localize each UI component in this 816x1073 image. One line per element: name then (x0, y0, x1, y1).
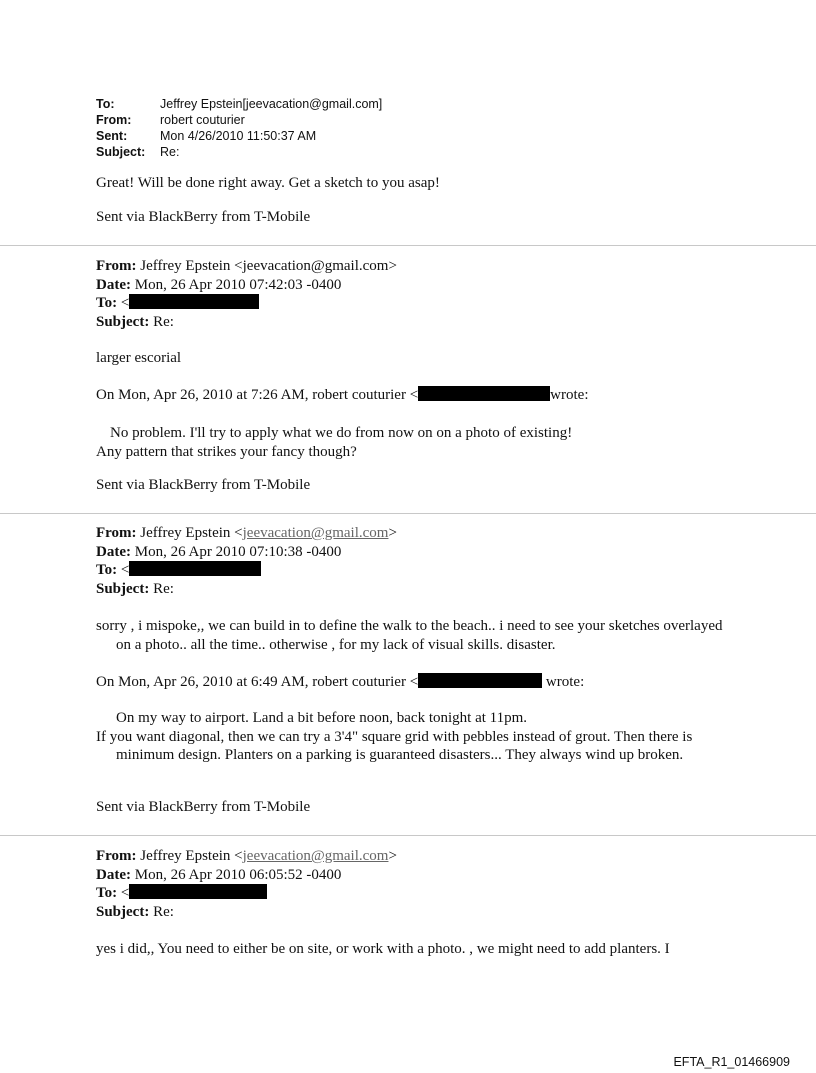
message-3-date: Date: Mon, 26 Apr 2010 06:05:52 -0400 (96, 866, 342, 883)
body-signature: Sent via BlackBerry from T-Mobile (96, 209, 311, 225)
message-3-body: yes i did,, You need to either be on site, or work with a photo. , we might need to add planters. I (96, 941, 670, 957)
body-line-1: Great! Will be done right away. Get a sketch to you asap! (96, 175, 440, 191)
divider (0, 835, 816, 836)
divider (0, 245, 816, 246)
from-value: robert couturier (160, 113, 245, 127)
email-link[interactable]: jeevacation@gmail.com (242, 525, 389, 541)
message-1-header (96, 257, 397, 331)
subject-value: Re: (160, 145, 180, 159)
redaction-box (129, 884, 267, 899)
header-sent-row (96, 128, 382, 144)
message-2-signature: Sent via BlackBerry from T-Mobile (96, 799, 311, 815)
message-2-to: To: < (96, 561, 397, 580)
message-2-from: From: Jeffrey Epstein <jeevacation@gmail.com> (96, 525, 397, 541)
header-to-row (96, 96, 382, 112)
message-1-to: To: < (96, 294, 397, 313)
message-1-quote-intro: On Mon, Apr 26, 2010 at 7:26 AM, robert couturier < wrote: (96, 387, 589, 403)
message-2-subject: Subject: Re: (96, 580, 174, 597)
message-3-header (96, 847, 397, 921)
message-1-from: From: Jeffrey Epstein <jeevacation@gmail.com> (96, 258, 397, 274)
message-2-body: sorry , i mispoke,, we can build in to define the walk to the beach.. i need to see your sketches overlayed on a photo.. all the time.. otherwise , for my lack of visual skills. disaster. (96, 618, 723, 653)
header-from-row (96, 112, 382, 128)
message-1-date: Date: Mon, 26 Apr 2010 07:42:03 -0400 (96, 276, 342, 293)
message-2-date: Date: Mon, 26 Apr 2010 07:10:38 -0400 (96, 543, 342, 560)
sent-label: Sent: (96, 129, 128, 143)
redaction-box (129, 561, 261, 576)
redaction-box (418, 386, 550, 401)
redaction-box (418, 673, 542, 688)
sent-value: Mon 4/26/2010 11:50:37 AM (160, 129, 317, 143)
message-1-signature: Sent via BlackBerry from T-Mobile (96, 477, 311, 493)
email-link[interactable]: jeevacation@gmail.com (242, 848, 389, 864)
message-3-to: To: < (96, 884, 397, 903)
to-label: To: (96, 97, 115, 111)
message-3-from: From: Jeffrey Epstein <jeevacation@gmail.com> (96, 848, 397, 864)
message-1-subject: Subject: Re: (96, 313, 174, 330)
divider (0, 513, 816, 514)
email-header (96, 96, 382, 160)
redaction-box (129, 294, 259, 309)
message-1-body: larger escorial (96, 350, 182, 366)
message-2-quote-intro: On Mon, Apr 26, 2010 at 6:49 AM, robert couturier < wrote: (96, 674, 585, 690)
document-id: EFTA_R1_01466909 (673, 1055, 790, 1069)
from-label: From: (96, 113, 132, 127)
message-3-subject: Subject: Re: (96, 903, 174, 920)
message-2-quote: On my way to airport. Land a bit before noon, back tonight at 11pm. If you want diagonal, then we can try a 3'4" square grid with pebbles instead of grout. Then there is minimum design. Planters on a parking is guaranteed disasters... They always wind up broken. (96, 710, 693, 763)
message-2-header (96, 524, 397, 598)
subject-label: Subject: (96, 145, 146, 159)
to-value: Jeffrey Epstein[jeevacation@gmail.com] (160, 97, 383, 111)
message-1-quote: No problem. I'll try to apply what we do from now on on a photo of existing! Any pattern that strikes your fancy though? (96, 425, 573, 460)
header-subject-row (96, 144, 382, 160)
